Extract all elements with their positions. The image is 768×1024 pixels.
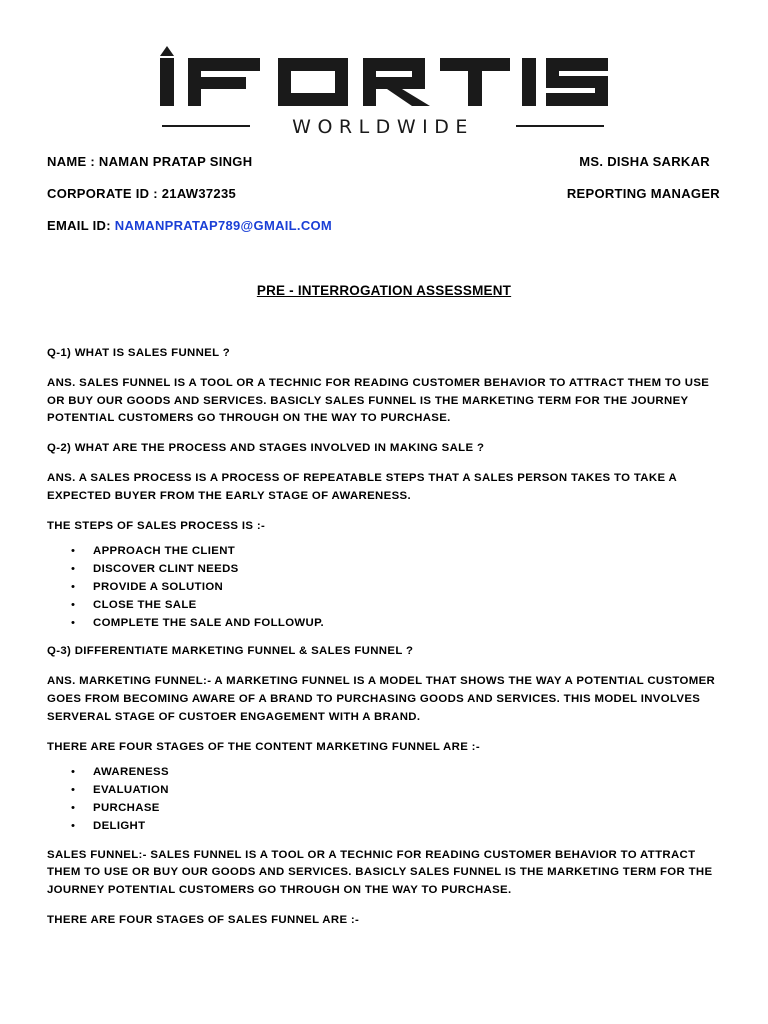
list-item: • APPROACH THE CLIENT <box>93 543 723 561</box>
email-line <box>47 218 332 233</box>
answer-1: ANS. SALES FUNNEL IS A TOOL OR A TECHNIC FOR READING CUSTOMER BEHAVIOR TO ATTRACT THEM TO USE OR BUY OUR GOODS AND SERVICES. BASICLY SALES FUNNEL IS THE MARKETING TERM FOR THE JOURNEY POTENTIAL CUSTOMERS GO THROUGH ON THE WAY TO PURCHASE. <box>47 376 710 425</box>
manager-name: MS. DISHA SARKAR <box>579 154 710 169</box>
document-title <box>0 283 768 298</box>
list-item: • DISCOVER CLINT NEEDS <box>93 561 723 579</box>
email-link[interactable]: NAMANPRATAP789@GMAIL.COM <box>114 218 333 233</box>
question-2: Q-2) WHAT ARE THE PROCESS AND STAGES INVOLVED IN MAKING SALE ? <box>47 442 485 455</box>
logo-graphic <box>160 44 608 136</box>
marketing-stages-heading: THERE ARE FOUR STAGES OF THE CONTENT MARKETING FUNNEL ARE :- <box>47 740 480 753</box>
corporate-id: CORPORATE ID : 21AW37235 <box>47 186 237 201</box>
email-label: EMAIL ID: <box>47 218 115 233</box>
list-item: • COMPLETE THE SALE AND FOLLOWUP. <box>93 615 723 633</box>
list-item: • AWARENESS <box>93 764 723 782</box>
list-item: • EVALUATION <box>93 782 723 800</box>
answer-3: ANS. MARKETING FUNNEL:- A MARKETING FUNNEL IS A MODEL THAT SHOWS THE WAY A POTENTIAL CUSTOMER GOES FROM BECOMING AWARE OF A BRAND TO PURCHASING GOODS AND SERVICES. THIS MODEL INVOLVES SERVERAL STAGE OF CUSTOER ENGAGEMENT WITH A BRAND. <box>47 675 716 723</box>
sales-steps-list <box>47 543 723 632</box>
list-item: • CLOSE THE SALE <box>93 597 723 615</box>
sales-stages-heading: THERE ARE FOUR STAGES OF SALES FUNNEL ARE :- <box>47 913 360 926</box>
document-body <box>47 345 723 942</box>
answer-2: ANS. A SALES PROCESS IS A PROCESS OF REPEATABLE STEPS THAT A SALES PERSON TAKES TO TAKE A EXPECTED BUYER FROM THE EARLY STAGE OF AWARENESS. <box>47 471 677 502</box>
sales-funnel-paragraph: SALES FUNNEL:- SALES FUNNEL IS A TOOL OR A TECHNIC FOR READING CUSTOMER BEHAVIOR TO ATTRACT THEM TO USE OR BUY OUR GOODS AND SERVICES. BASICLY SALES FUNNEL IS THE MARKETING TERM FOR THE JOURNEY POTENTIAL CUSTOMERS GO THROUGH ON THE WAY TO PURCHASE. <box>47 848 713 897</box>
document-title-text: PRE - INTERROGATION ASSESSMENT <box>256 283 512 298</box>
list-item: • DELIGHT <box>93 818 723 836</box>
list-item: • PROVIDE A SOLUTION <box>93 579 723 597</box>
question-1: Q-1) WHAT IS SALES FUNNEL ? <box>47 347 231 359</box>
employee-name: NAME : NAMAN PRATAP SINGH <box>47 154 253 169</box>
manager-title: REPORTING MANAGER <box>566 186 720 201</box>
list-item: • PURCHASE <box>93 800 723 818</box>
marketing-stages-list <box>47 764 723 835</box>
company-logo <box>160 44 608 136</box>
question-3: Q-3) DIFFERENTIATE MARKETING FUNNEL & SALES FUNNEL ? <box>47 645 414 658</box>
steps-heading: THE STEPS OF SALES PROCESS IS :- <box>47 519 266 532</box>
logo-tagline: WORLDWIDE <box>292 116 474 136</box>
